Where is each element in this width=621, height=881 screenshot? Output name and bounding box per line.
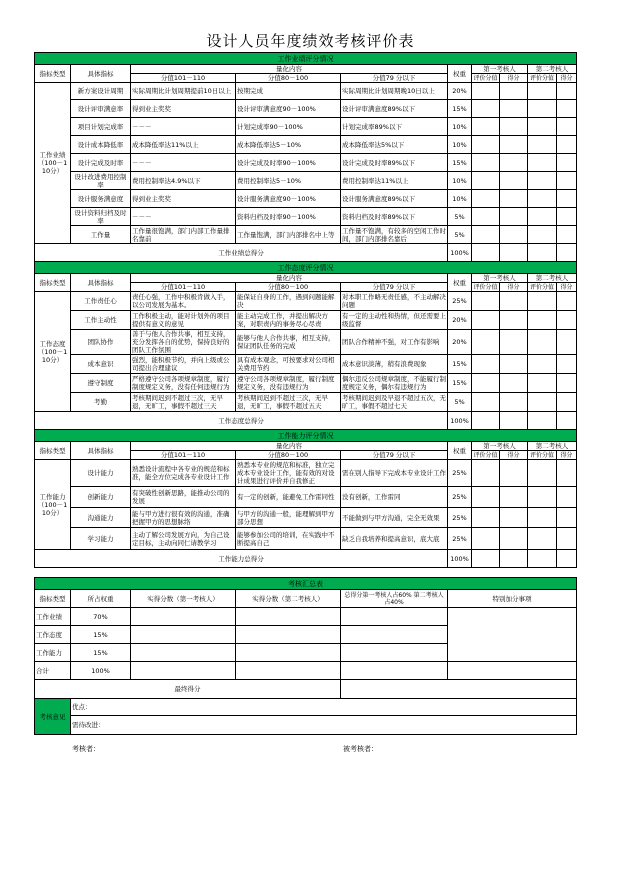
table-row [35,208,577,226]
table-row [35,393,577,412]
section-total-weight: 100% [448,412,472,430]
score-cell[interactable] [557,528,577,550]
criteria-mid: 考核期间迟到不超过三次，无早退，无旷工，事假不超过五天 [236,393,341,412]
header-quantify: 量化内容 [131,65,448,74]
score1-cell[interactable] [131,644,236,662]
evaluation-cell[interactable] [472,393,500,412]
table-row [35,118,577,136]
header-indicator-type: 指标类型 [35,65,71,83]
header-eval-score: 评价分值 [473,283,498,291]
evaluation-cell[interactable] [528,118,557,136]
score1-cell[interactable] [131,608,236,626]
summary-weight: 15% [71,626,131,644]
table-row [35,355,577,374]
score2-cell[interactable] [236,626,341,644]
criteria-low: 考核期间迟到及早退不超过五次，无旷工，事假不超过七天 [342,394,446,410]
header-weight: 权重 [448,442,472,460]
criteria-mid: 有一定的创新，能避免工作雷同性 [236,487,341,508]
score1-cell[interactable] [131,626,236,644]
criteria-mid: 能够参加公司的培训，在实践中不断提高自己 [236,528,341,550]
header-weight: 权重 [448,274,472,292]
score-cell[interactable] [500,508,528,528]
weight-cell: 5% [448,393,472,412]
evaluation-cell[interactable] [472,136,500,154]
table-row [35,190,577,208]
score-cell[interactable] [557,292,577,311]
evaluation-cell[interactable] [528,100,557,118]
score2-cell[interactable] [236,608,341,626]
section-total-weight: 100% [448,244,472,262]
evaluation-cell[interactable] [528,508,557,528]
criteria-high: 成本降低率达11%以上 [131,136,236,154]
table-row [35,292,577,311]
criteria-mid: 能主动完成工作，并提出解决方案，对职责内的事务尽心尽责 [236,311,341,330]
indicator-name: 沟通能力 [71,508,131,528]
criteria-mid: 设计评审满意度90－100% [236,100,341,118]
score-cell[interactable] [557,460,577,487]
criteria-low: 工作量不饱满，有较多的空闲工作时间，部门内部排名靠后 [342,226,446,243]
criteria-low: 需在别人指导下完成本专业设计工作 [341,460,448,487]
header-eval-score: 评价分值 [473,451,498,459]
evaluation-cell[interactable] [528,136,557,154]
header-score-mid: 分值80－100 [236,451,341,460]
score-cell[interactable] [500,460,528,487]
criteria-high: 实际周期比计划周期提前10日以上 [131,83,236,100]
evaluation-cell[interactable] [472,83,500,100]
header-eval-score: 评价分值 [528,283,557,292]
score-cell[interactable] [557,118,577,136]
criteria-low: 团队合作精神不强，对工作有影响 [341,330,448,355]
summary-weight: 100% [71,662,131,680]
score-cell[interactable] [500,226,528,244]
criteria-mid: 按期完成 [236,83,341,100]
score-cell[interactable] [557,374,577,393]
evaluation-cell[interactable] [528,190,557,208]
criteria-low: 实际周期比计划周期晚10日以上 [341,83,448,100]
criteria-high: 有突破性创新思路，能推动公司的发展 [131,487,236,508]
evaluation-cell[interactable] [528,528,557,550]
evaluation-cell[interactable] [472,190,500,208]
criteria-mid: 费用控制率达5－10% [236,172,341,190]
score-cell[interactable] [500,487,528,508]
score-cell[interactable] [557,136,577,154]
criteria-high: －－－ [131,208,236,226]
section-total-label: 工作态度总得分 [35,412,448,430]
criteria-mid: 具有成本观念，可按要求对公司相关费用节约 [236,355,341,374]
indicator-name: 学习能力 [71,528,131,550]
total-cell[interactable] [341,662,448,680]
header-score-high: 分值101－110 [131,283,236,292]
header-got-score: 得分 [500,74,528,83]
total-score-cell[interactable] [500,412,528,430]
table-row [35,311,577,330]
table-row [35,460,577,487]
score-cell[interactable] [500,355,528,374]
score-cell[interactable] [500,528,528,550]
score-cell[interactable] [557,330,577,355]
weight-cell: 25% [448,292,472,311]
header-eval-score: 评价分值 [528,74,557,83]
header-got-score: 得分 [557,451,577,460]
indicator-name: 设计评审满意率 [71,100,131,118]
weight-cell: 25% [448,528,472,550]
evaluation-cell[interactable] [528,330,557,355]
summary-type: 合计 [35,662,71,680]
criteria-high: 考核期间迟到不超过三次，无早退，无旷工，事假不超过三天 [131,393,236,412]
indicator-name: 新方案设计周期 [71,83,131,100]
reviewee-signature: 被考核者： [343,745,378,753]
section-total-label: 工作业绩总得分 [35,244,448,262]
criteria-low: 对本职工作略无责任感，不主动解决问题 [342,293,446,309]
section-banner: 工作态度评分情况 [35,262,577,274]
evaluation-table [34,52,577,568]
evaluation-cell[interactable] [528,226,557,244]
evaluation-cell[interactable] [528,311,557,330]
section-banner: 工作能力评分情况 [35,430,577,442]
evaluation-cell[interactable] [528,154,557,172]
weight-cell: 5% [448,226,472,244]
score-cell[interactable] [557,393,577,412]
criteria-low: 没有创新，工作雷同 [341,487,448,508]
score-cell[interactable] [500,190,528,208]
indicator-name: 创新能力 [71,487,131,508]
evaluation-cell[interactable] [472,355,500,374]
final-score-label: 最终得分 [35,680,341,699]
score2-cell[interactable] [236,644,341,662]
table-row [35,508,577,528]
criteria-high: 熟悉设计流程中各专业的规范和标准，能全方位完成各专业设计工作 [131,460,236,487]
evaluation-cell[interactable] [528,292,557,311]
header-score-high: 分值101－110 [131,451,236,460]
summary-header-total: 总得分第一考核人占60% 第二考核人占40% [341,590,448,608]
evaluation-cell[interactable] [528,460,557,487]
score-cell[interactable] [557,208,577,226]
evaluation-cell[interactable] [472,172,500,190]
criteria-low: 不能做到与甲方沟通，完全无效果 [341,508,448,528]
criteria-high: 善于与他人合作共事，相互支持，充分发挥各自的优势，保持良好的团队工作氛围 [131,330,236,355]
total-score-cell[interactable] [528,412,557,430]
score-cell[interactable] [500,172,528,190]
strengths-field[interactable]: 优点： [71,699,577,716]
indicator-name: 工作责任心 [71,292,131,311]
evaluation-cell[interactable] [472,460,500,487]
total-cell[interactable] [341,626,448,644]
criteria-low: 计划完成率89%以下 [341,118,448,136]
evaluation-cell[interactable] [472,292,500,311]
total-score-cell[interactable] [472,412,500,430]
score-cell[interactable] [500,311,528,330]
summary-type: 工作态度 [35,626,71,644]
table-row [35,330,577,355]
criteria-low: 缺乏自我培养和提高意识，底大底 [341,528,448,550]
indicator-name: 项目计划完成率 [71,118,131,136]
criteria-mid: 遵守公司各项规章制度，履行制度规定义务，没有违规行为 [236,374,341,393]
score-cell[interactable] [557,83,577,100]
criteria-high: 得到业主奖奖 [131,100,236,118]
indicator-name: 成本意识 [71,355,131,374]
evaluation-cell[interactable] [472,226,500,244]
header-reviewer1: 第一考核人 [472,274,528,283]
score-cell[interactable] [500,393,528,412]
criteria-low: 设计服务满意度89%以下 [341,190,448,208]
total-score-cell[interactable] [472,550,500,568]
criteria-high: 严格遵守公司各项规章制度，履行制度规定义务，没有任何违规行为 [131,374,236,393]
criteria-low: 有一定的主动性和热情，但还需要上级监督 [342,312,446,328]
total-score-cell[interactable] [528,550,557,568]
header-reviewer1: 第一考核人 [472,442,528,451]
weight-cell: 15% [448,355,472,374]
summary-table [34,577,577,735]
header-got-score: 得分 [500,283,528,292]
header-score-mid: 分值80－100 [236,74,341,83]
weight-cell: 5% [448,208,472,226]
summary-weight: 15% [71,644,131,662]
table-row [35,154,577,172]
criteria-low: 费用控制率达11%以上 [341,172,448,190]
indicator-name: 设计完成及时率 [71,154,131,172]
summary-weight: 70% [71,608,131,626]
header-reviewer2: 第二考核人 [528,442,577,451]
indicator-name: 团队协作 [71,330,131,355]
criteria-low: 设计评审满意度89%以下 [341,100,448,118]
reviewer-signature: 考核者： [72,745,100,753]
score-cell[interactable] [557,154,577,172]
criteria-low: 成本降低率达5%以下 [341,136,448,154]
total-score-cell[interactable] [528,244,557,262]
total-score-cell[interactable] [500,550,528,568]
criteria-mid: 熟悉本专业的规范和标准，独立完成本专业设计工作，能有效的对设计成果进行评价并自我修正 [236,460,341,487]
evaluation-cell[interactable] [472,508,500,528]
criteria-mid: 工作量饱满，部门内部排名中上等 [236,226,341,244]
weight-cell: 10% [448,118,472,136]
header-weight: 权重 [448,65,472,83]
section-total-label: 工作能力总得分 [35,550,448,568]
page-title: 设计人员年度绩效考核评价表 [206,32,415,50]
section-total-weight: 100% [448,550,472,568]
weight-cell: 10% [448,190,472,208]
score-cell[interactable] [500,208,528,226]
summary-banner: 考核汇总表 [35,578,577,590]
evaluation-cell[interactable] [528,487,557,508]
improvement-field[interactable]: 需待改进： [71,716,577,735]
score-cell[interactable] [557,226,577,244]
criteria-high: －－－ [131,154,236,172]
indicator-name: 工作主动性 [71,311,131,330]
table-row [35,487,577,508]
criteria-low: 资料归档及时率89%以下 [341,208,448,226]
weight-cell: 15% [448,374,472,393]
header-got-score: 得分 [557,74,577,83]
criteria-high: 费用控制率达4.9%以下 [131,172,236,190]
evaluation-cell[interactable] [472,118,500,136]
score-cell[interactable] [500,118,528,136]
header-quantify: 量化内容 [131,274,448,283]
score-cell[interactable] [500,374,528,393]
criteria-high: 得到业主奖奖 [131,190,236,208]
evaluation-cell[interactable] [472,487,500,508]
summary-type: 工作业绩 [35,608,71,626]
bonus-cell[interactable] [448,608,577,662]
bonus-total-cell[interactable] [448,662,577,680]
indicator-name: 设计改进费用控制率 [71,172,131,190]
criteria-mid: 设计服务满意度90－100% [236,190,341,208]
score-cell[interactable] [500,330,528,355]
evaluation-cell[interactable] [528,374,557,393]
header-reviewer1: 第一考核人 [472,65,528,74]
evaluation-cell[interactable] [528,355,557,374]
table-row [35,528,577,550]
header-score-mid: 分值80－100 [236,283,341,292]
criteria-mid: 与甲方的沟通一般，能理解到甲方部分思想 [236,508,341,528]
score1-cell[interactable] [131,662,236,680]
indicator-name: 工作量 [71,226,131,244]
total-score-cell[interactable] [472,244,500,262]
weight-cell: 25% [448,460,472,487]
evaluation-cell[interactable] [528,393,557,412]
table-row [35,136,577,154]
table-row [35,226,577,244]
criteria-mid: 设计完成及时率90－100% [236,154,341,172]
header-indicator-type: 指标类型 [35,274,71,292]
header-eval-score: 评价分值 [528,451,557,460]
weight-cell: 20% [448,311,472,330]
criteria-high: 主动了解公司发展方向，为自己设定目标，主动向同仁请教学习 [131,528,236,550]
criteria-low: 成本意识淡薄，稍有浪费现象 [341,355,448,374]
header-got-score: 得分 [500,451,528,460]
evaluation-cell[interactable] [472,100,500,118]
weight-cell: 15% [448,154,472,172]
table-row [35,374,577,393]
evaluation-cell[interactable] [472,374,500,393]
total-score-cell[interactable] [557,244,577,262]
summary-header-weight: 所占权重 [71,590,131,608]
score-cell[interactable] [500,154,528,172]
criteria-high: 能与甲方进行很有效的沟通，准确把握甲方的思想脉络 [131,508,236,528]
indicator-name: 设计资料归档及时率 [71,208,131,226]
weight-cell: 25% [448,508,472,528]
criteria-mid: 能保证自身的工作，遇到问题能解决 [236,292,341,311]
score-cell[interactable] [557,355,577,374]
summary-header-score2: 实得分数（第二考核人） [236,590,341,608]
weight-cell: 10% [448,172,472,190]
header-eval-score: 评价分值 [473,74,498,82]
evaluation-cell[interactable] [528,172,557,190]
header-score-low: 分值79 分以下 [341,283,448,292]
table-row [35,172,577,190]
opinion-label: 考核意见 [35,699,71,735]
evaluation-cell[interactable] [472,154,500,172]
score-cell[interactable] [500,136,528,154]
indicator-name: 设计服务满意度 [71,190,131,208]
header-specific-indicator: 具体指标 [71,442,131,460]
total-cell[interactable] [341,644,448,662]
score2-cell[interactable] [236,662,341,680]
criteria-high: －－－ [131,118,236,136]
criteria-mid: 计划完成率90－100% [236,118,341,136]
table-row [35,83,577,100]
criteria-high: 责任心强，工作中积极肯做入手，以公司发展为基本。 [131,292,236,311]
evaluation-cell[interactable] [472,311,500,330]
header-score-high: 分值101－110 [131,74,236,83]
weight-cell: 10% [448,136,472,154]
indicator-name: 考勤 [71,393,131,412]
header-reviewer2: 第二考核人 [528,274,577,283]
score-cell[interactable] [557,311,577,330]
criteria-mid: 资料归档及时率90－100% [236,208,341,226]
criteria-high: 强烈，能积极节约，并向上级或公司提出合理建议 [131,355,236,374]
evaluation-cell[interactable] [528,83,557,100]
criteria-mid: 成本降低率达5－10% [236,136,341,154]
final-score-value[interactable] [341,680,577,699]
summary-header-bonus: 特别加分事项 [448,590,577,608]
header-reviewer2: 第二考核人 [528,65,577,74]
header-score-low: 分值79 分以下 [341,451,448,460]
weight-cell: 20% [448,330,472,355]
header-got-score: 得分 [557,283,577,292]
criteria-high: 工作量很饱满，部门内部工作量排名靠前 [131,226,236,244]
criteria-low: 设计完成及时率89%以下 [341,154,448,172]
header-indicator-type: 指标类型 [35,442,71,460]
evaluation-cell[interactable] [528,208,557,226]
evaluation-cell[interactable] [472,528,500,550]
header-score-low: 分值79 分以下 [341,74,448,83]
table-row [35,100,577,118]
indicator-name: 设计能力 [71,460,131,487]
total-score-cell[interactable] [557,412,577,430]
header-specific-indicator: 具体指标 [71,274,131,292]
score-cell[interactable] [500,83,528,100]
criteria-high: 工作积极主动，能对计划外的项目提供有意义的意见 [131,311,236,330]
header-quantify: 量化内容 [131,442,448,451]
evaluation-cell[interactable] [472,330,500,355]
indicator-type-cell: 工作业绩（100－110分） [35,83,71,244]
score-cell[interactable] [557,487,577,508]
indicator-name: 设计成本降低率 [71,136,131,154]
summary-type: 工作能力 [35,644,71,662]
header-specific-indicator: 具体指标 [71,65,131,83]
criteria-mid: 能够与他人合作共事，相互支持，保证团队任务的完成 [236,330,341,355]
score-cell[interactable] [500,292,528,311]
indicator-type-cell: 工作态度（100－110分） [35,292,71,412]
score-cell[interactable] [500,100,528,118]
evaluation-cell[interactable] [472,208,500,226]
score-cell[interactable] [557,508,577,528]
weight-cell: 25% [448,487,472,508]
summary-header-type: 指标类型 [35,590,71,608]
summary-header-score1: 实得分数（第一考核人） [131,590,236,608]
weight-cell: 15% [448,100,472,118]
total-score-cell[interactable] [500,244,528,262]
score-cell[interactable] [557,100,577,118]
indicator-name: 遵守制度 [71,374,131,393]
total-score-cell[interactable] [557,550,577,568]
score-cell[interactable] [557,190,577,208]
total-cell[interactable] [341,608,448,626]
score-cell[interactable] [557,172,577,190]
weight-cell: 20% [448,83,472,100]
indicator-type-cell: 工作能力（100－110分） [35,460,71,550]
criteria-low: 偶尔违反公司规章制度，不能履行制度规定义务，偶尔有违规行为 [342,375,446,391]
section-banner: 工作业绩评分情况 [35,53,577,65]
